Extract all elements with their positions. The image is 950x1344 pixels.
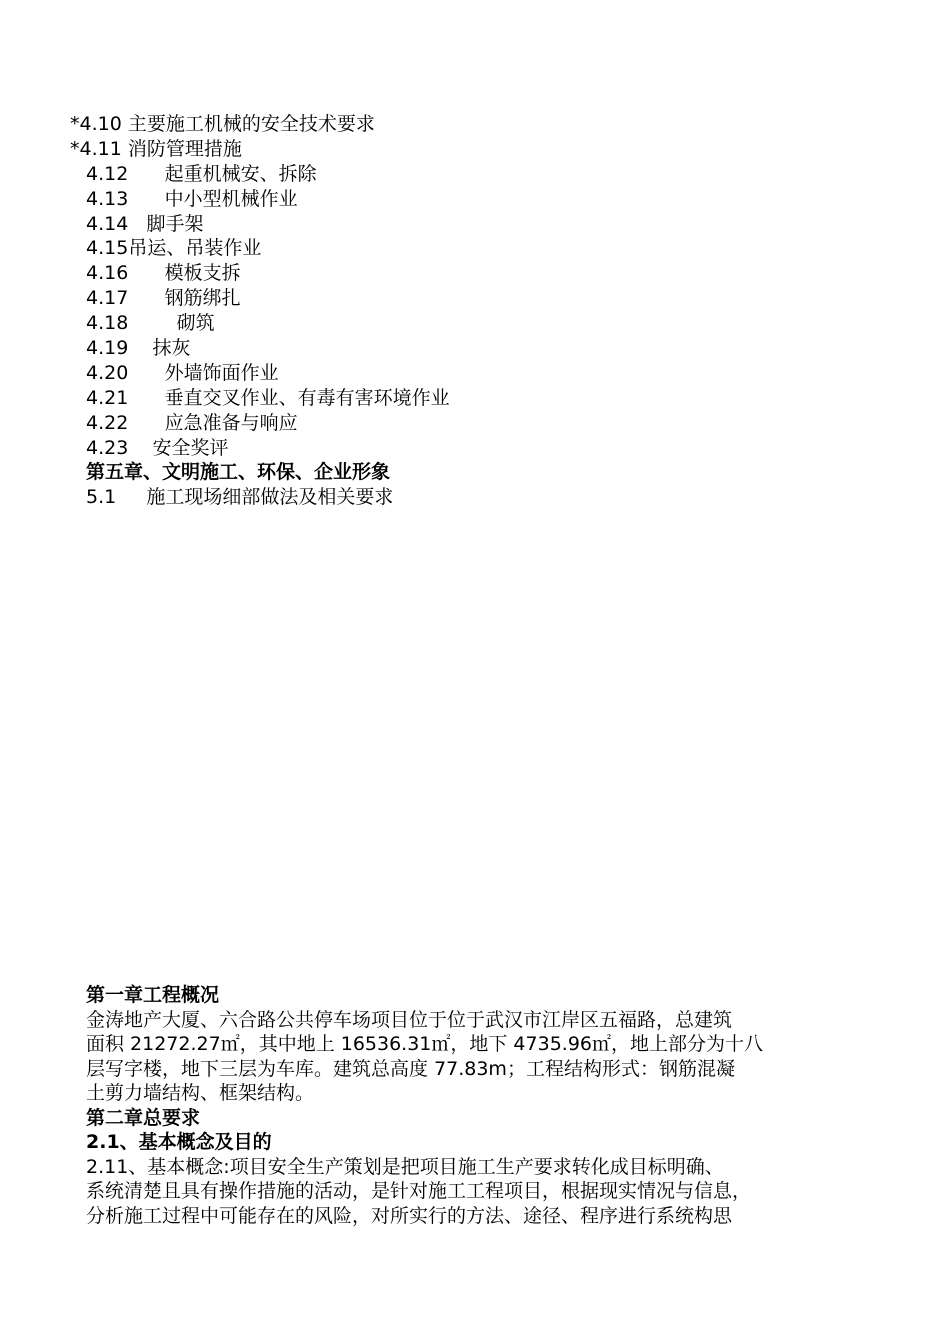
chapter2-paragraph [86,1155,866,1229]
chapter1-heading: 第一章工程概况 [86,984,220,1006]
section-2-1-heading: 2.1、基本概念及目的 [86,1131,272,1153]
paragraph-line: 土剪力墙结构、框架结构。 [86,1082,315,1104]
table-of-contents [70,112,890,510]
toc-item-title: 起重机械安、拆除 [164,162,317,185]
toc-item-number: 4.21 [86,386,129,409]
toc-item-title: 钢筋绑扎 [164,287,241,310]
toc-item [86,236,890,261]
toc-item-title: 施工现场细部做法及相关要求 [146,486,394,509]
toc-item [86,311,890,336]
toc-chapter-heading [86,460,890,485]
toc-item-spacing [128,163,164,185]
toc-item-title: 抹灰 [152,337,191,360]
toc-item-spacing [128,287,164,309]
toc-item [86,485,890,510]
toc-item [86,361,890,386]
toc-item-spacing [128,312,176,334]
toc-item [86,336,890,361]
toc-item-title: 垂直交叉作业、有毒有害环境作业 [164,386,450,409]
toc-item [86,212,890,237]
toc-item [86,261,890,286]
toc-item-title: 应急准备与响应 [164,411,298,434]
toc-item-spacing [128,437,152,459]
toc-item-title: 模板支拆 [164,262,241,285]
toc-item [70,112,890,137]
toc-item [70,137,890,162]
toc-item-number: 4.20 [86,361,129,384]
toc-item-number: 4.18 [86,312,129,335]
toc-item-number: 4.13 [86,187,129,210]
paragraph-line: 系统清楚且具有操作措施的活动，是针对施工工程项目，根据现实情况与信息， [86,1180,752,1202]
toc-item-number: 4.23 [86,436,129,459]
toc-item-spacing [128,188,164,210]
toc-item [86,286,890,311]
toc-item-spacing [128,387,164,409]
toc-item-spacing [128,362,164,384]
paragraph-line: 分析施工过程中可能存在的风险，对所实行的方法、途径、程序进行系统构思 [86,1204,733,1227]
toc-item-number: *4.10 [70,113,122,135]
toc-item-spacing [128,337,152,359]
toc-item [86,162,890,187]
paragraph-line: 层写字楼，地下三层为车库。建筑总高度 77.83m；工程结构形式：钢筋混凝 [86,1057,735,1080]
toc-item [86,411,890,436]
toc-item-spacing [128,213,146,235]
toc-item-number: 4.17 [86,287,129,310]
chapter2-heading: 第二章总要求 [86,1106,201,1129]
toc-item-title: 消防管理措施 [127,137,242,160]
toc-item-number: 4.22 [86,411,129,434]
toc-item-number: 4.19 [86,337,129,360]
chapter1-paragraph [86,1008,866,1106]
toc-item-title: 砌筑 [176,312,215,335]
toc-item-title: 中小型机械作业 [164,187,298,210]
paragraph-line: 2.11、基本概念:项目安全生产策划是把项目施工生产要求转化成目标明确、 [86,1155,724,1178]
toc-item [86,386,890,411]
toc-item-number: 5.1 [86,486,117,509]
toc-item [86,187,890,212]
toc-item-title: 安全奖评 [152,436,229,459]
toc-item-title: 第五章、文明施工、环保、企业形象 [86,461,391,484]
body-content [86,983,866,1228]
toc-item-number: 4.12 [86,162,129,185]
toc-item-title: 吊运、吊装作业 [128,237,262,260]
paragraph-line: 金涛地产大厦、六合路公共停车场项目位于位于武汉市江岸区五福路，总建筑 [86,1008,733,1031]
toc-item-number: 4.14 [86,212,129,235]
toc-item-number: 4.16 [86,262,129,285]
toc-item-title: 外墙饰面作业 [164,361,279,384]
toc-item-spacing [128,262,164,284]
toc-item [86,436,890,461]
toc-item-title: 脚手架 [146,212,204,235]
toc-item-number: *4.11 [70,137,122,160]
toc-item-spacing [128,412,164,434]
paragraph-line: 面积 21272.27㎡，其中地上 16536.31㎡，地下 4735.96㎡，地上部分为十八 [86,1033,764,1055]
toc-item-spacing [116,486,146,508]
toc-item-title: 主要施工机械的安全技术要求 [127,113,375,135]
toc-item-number: 4.15 [86,237,129,260]
